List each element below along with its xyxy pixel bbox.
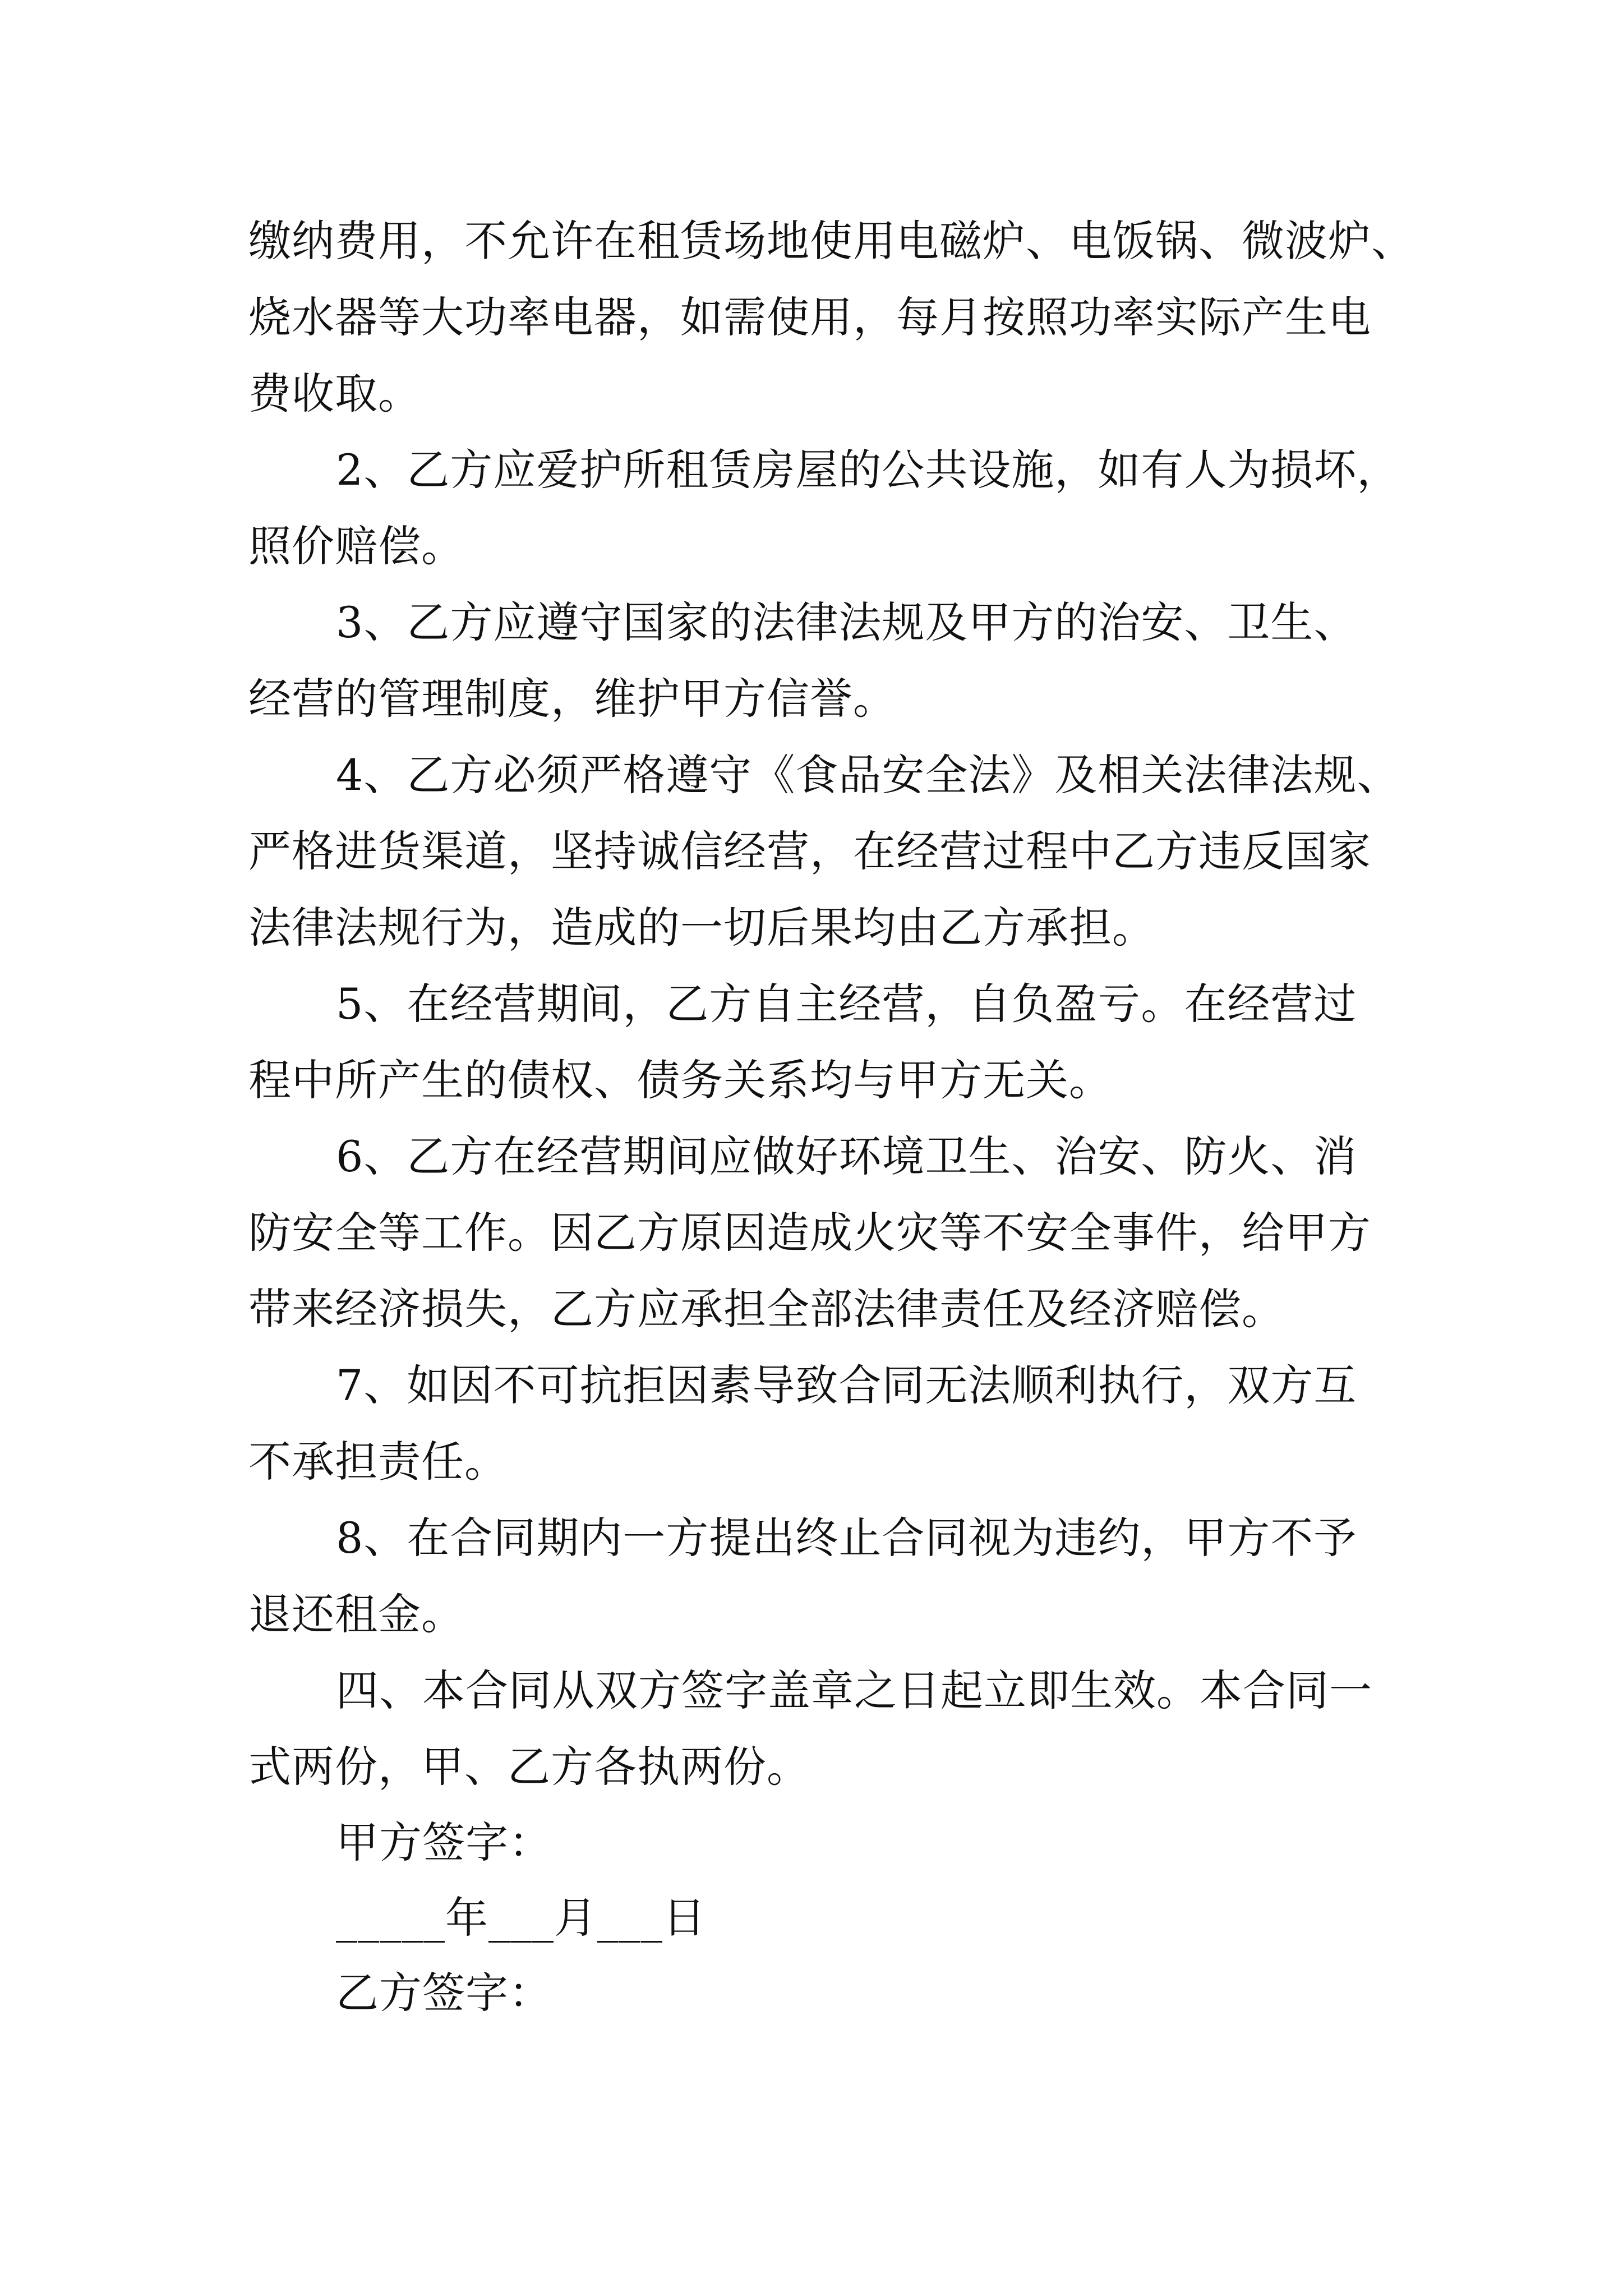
paragraph-line: 严格进货渠道，坚持诚信经营，在经营过程中乙方违反国家 — [248, 826, 1371, 876]
paragraph-line: 5、在经营期间，乙方自主经营，自负盈亏。在经营过 — [336, 979, 1357, 1029]
clause-paragraph — [248, 966, 1538, 1119]
party-a-signature-label: 甲方签字： — [336, 1818, 552, 1867]
paragraph-line: 带来经济损失，乙方应承担全部法律责任及经济赔偿。 — [248, 1284, 1285, 1334]
paragraph-line: 照价赔偿。 — [248, 521, 464, 571]
signature-block — [248, 1805, 1538, 2031]
paragraph-line: 6、乙方在经营期间应做好环境卫生、治安、防火、消 — [336, 1131, 1357, 1181]
paragraph-line: 3、乙方应遵守国家的法律法规及甲方的治安、卫生、 — [336, 597, 1357, 647]
clause-paragraph — [248, 432, 1538, 585]
paragraph-line: 缴纳费用，不允许在租赁场地使用电磁炉、电饭锅、微波炉、 — [248, 216, 1414, 266]
clause-paragraph — [248, 1653, 1538, 1805]
paragraph-line: 7、如因不可抗拒因素导致合同无法顺利执行，双方互 — [336, 1360, 1357, 1410]
clause-paragraph — [248, 1119, 1538, 1347]
paragraph-line: 防安全等工作。因乙方原因造成火灾等不安全事件，给甲方 — [248, 1208, 1371, 1258]
paragraph-line: 四、本合同从双方签字盖章之日起立即生效。本合同一 — [336, 1665, 1372, 1715]
paragraph-line: 费收取。 — [248, 369, 421, 418]
paragraph-line: 不承担责任。 — [248, 1437, 508, 1487]
clause-paragraph — [248, 1347, 1538, 1500]
signature-date-line: _____年___月___日 — [336, 1893, 706, 1943]
party-b-signature-label: 乙方签字： — [336, 1968, 552, 2018]
paragraph-line: 退还租金。 — [248, 1589, 464, 1639]
clause-paragraph — [248, 585, 1538, 737]
paragraph-line: 2、乙方应爱护所租赁房屋的公共设施，如有人为损坏， — [336, 445, 1400, 495]
paragraph-line: 式两份，甲、乙方各执两份。 — [248, 1742, 810, 1792]
paragraph-line: 程中所产生的债权、债务关系均与甲方无关。 — [248, 1055, 1112, 1105]
contract-body — [248, 203, 1538, 2031]
paragraph-line: 法律法规行为，造成的一切后果均由乙方承担。 — [248, 903, 1155, 953]
paragraph-line: 经营的管理制度，维护甲方信誉。 — [248, 674, 896, 724]
paragraph-line: 8、在合同期内一方提出终止合同视为违约，甲方不予 — [336, 1513, 1357, 1563]
clause-paragraph — [248, 737, 1538, 966]
clause-paragraph — [248, 203, 1538, 432]
paragraph-line: 4、乙方必须严格遵守《食品安全法》及相关法律法规、 — [336, 750, 1400, 800]
clause-paragraph — [248, 1500, 1538, 1653]
paragraph-line: 烧水器等大功率电器，如需使用，每月按照功率实际产生电 — [248, 292, 1371, 342]
